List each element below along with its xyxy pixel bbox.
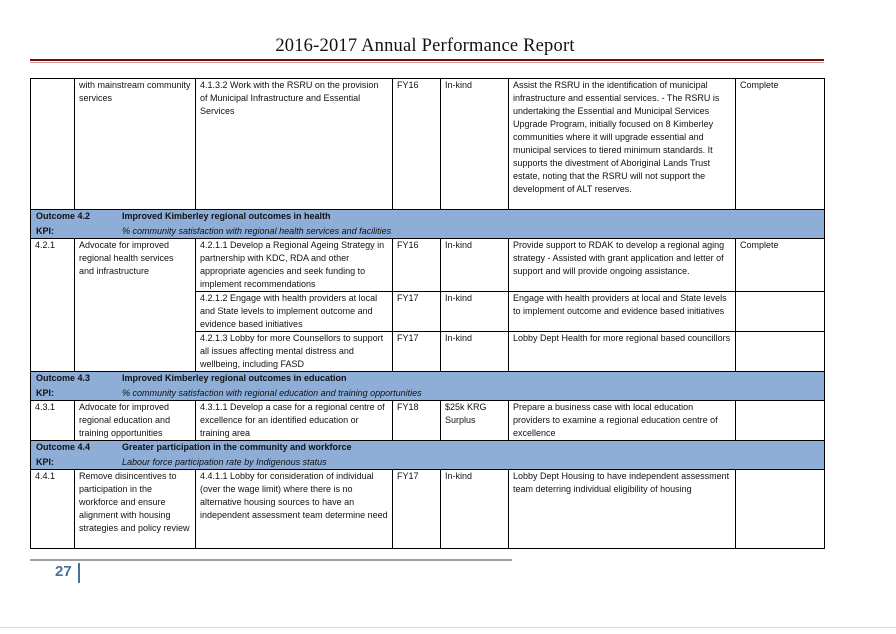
funding-cell: In-kind [441,292,509,332]
action-cell: 4.3.1.1 Develop a case for a regional centre of excellence for an identified education or training area [196,401,393,441]
footer-rule [30,559,512,561]
funding-cell: $25k KRG Surplus [441,401,509,441]
page-number: 27 [55,563,72,580]
table-row [31,79,825,210]
kpi-row [31,456,825,470]
kpi-text: Labour force participation rate by Indigenous status [122,456,327,467]
header-rule-light [30,62,824,63]
status-cell [736,470,825,549]
year-cell: FY16 [393,239,441,292]
outcome-label: Outcome 4.2 [36,211,91,221]
year-cell: FY17 [393,332,441,372]
kpi-label: KPI: [36,225,54,236]
funding-cell: In-kind [441,239,509,292]
table-row [31,401,825,441]
objective-cell: Advocate for improved regional health services and infrastructure [75,239,196,372]
objective-cell: Remove disincentives to participation in the workforce and ensure alignment with housing strategies and policy review [75,470,196,549]
action-cell: 4.2.1.2 Engage with health providers at local and State levels to implement outcome and evidence based initiatives [196,292,393,332]
page-number-bar [78,563,80,583]
outcome-label: Outcome 4.4 [36,442,91,452]
year-cell: FY17 [393,292,441,332]
outcome-header [31,372,825,387]
kpi-text: % community satisfaction with regional health services and facilities [122,225,392,236]
outcome-header-row [31,210,825,225]
table-row [31,470,825,549]
page-title: 2016-2017 Annual Performance Report [275,36,575,56]
funding-cell: In-kind [441,332,509,372]
progress-cell: Assist the RSRU in the identification of municipal infrastructure and essential services. - The RSRU is undertaking the Essential and Municipal Services Upgrade Program, initially focused on 8 Kimberley communities where it will upgrade essential and municipal services to tiered minimum standards. It supports the divestment of Aboriginal Lands Trust estate, noting that the RSRU will not support the development of ALT reserves. [509,79,736,210]
kpi-cell [31,225,825,239]
item-cell: 4.4.1 [31,470,75,549]
progress-cell: Provide support to RDAK to develop a regional aging strategy - Assisted with grant application and letter of support and will provide ongoing assistance. [509,239,736,292]
year-cell: FY17 [393,470,441,549]
year-cell: FY18 [393,401,441,441]
action-cell: 4.2.1.3 Lobby for more Counsellors to support all issues affecting mental distress and wellbeing, including FASD [196,332,393,372]
performance-table [30,78,825,549]
action-cell: 4.4.1.1 Lobby for consideration of individual (over the wage limit) where there is no alternative housing sources to have an independent assessment team determine need [196,470,393,549]
status-cell [736,292,825,332]
status-cell: Complete [736,239,825,292]
progress-cell: Engage with health providers at local and State levels to implement outcome and evidence based initiatives [509,292,736,332]
action-cell: 4.1.3.2 Work with the RSRU on the provision of Municipal Infrastructure and Essential Services [196,79,393,210]
outcome-title: Improved Kimberley regional outcomes in health [122,211,331,221]
funding-cell: In-kind [441,470,509,549]
kpi-label: KPI: [36,456,54,467]
kpi-text: % community satisfaction with regional education and training opportunities [122,387,422,398]
outcome-title: Improved Kimberley regional outcomes in education [122,373,347,383]
status-cell: Complete [736,79,825,210]
outcome-label: Outcome 4.3 [36,373,91,383]
kpi-row [31,225,825,239]
page-edge [0,627,896,628]
progress-cell: Lobby Dept Housing to have independent assessment team deterring individual eligibility of housing [509,470,736,549]
objective-cell: Advocate for improved regional education and training opportunities [75,401,196,441]
kpi-label: KPI: [36,387,54,398]
outcome-title: Greater participation in the community and workforce [122,442,352,452]
objective-cell: with mainstream community services [75,79,196,210]
year-cell: FY16 [393,79,441,210]
outcome-header [31,210,825,225]
progress-cell: Prepare a business case with local education providers to examine a regional education centre of excellence [509,401,736,441]
table-row [31,239,825,292]
kpi-row [31,387,825,401]
kpi-cell [31,387,825,401]
kpi-cell [31,456,825,470]
item-cell [31,79,75,210]
status-cell [736,332,825,372]
funding-cell: In-kind [441,79,509,210]
status-cell [736,401,825,441]
item-cell: 4.2.1 [31,239,75,372]
progress-cell: Lobby Dept Health for more regional based councillors [509,332,736,372]
outcome-header-row [31,441,825,456]
action-cell: 4.2.1.1 Develop a Regional Ageing Strategy in partnership with KDC, RDA and other appropriate agencies and seek funding to implement recommendations [196,239,393,292]
item-cell: 4.3.1 [31,401,75,441]
header-rule [30,59,824,61]
outcome-header [31,441,825,456]
outcome-header-row [31,372,825,387]
